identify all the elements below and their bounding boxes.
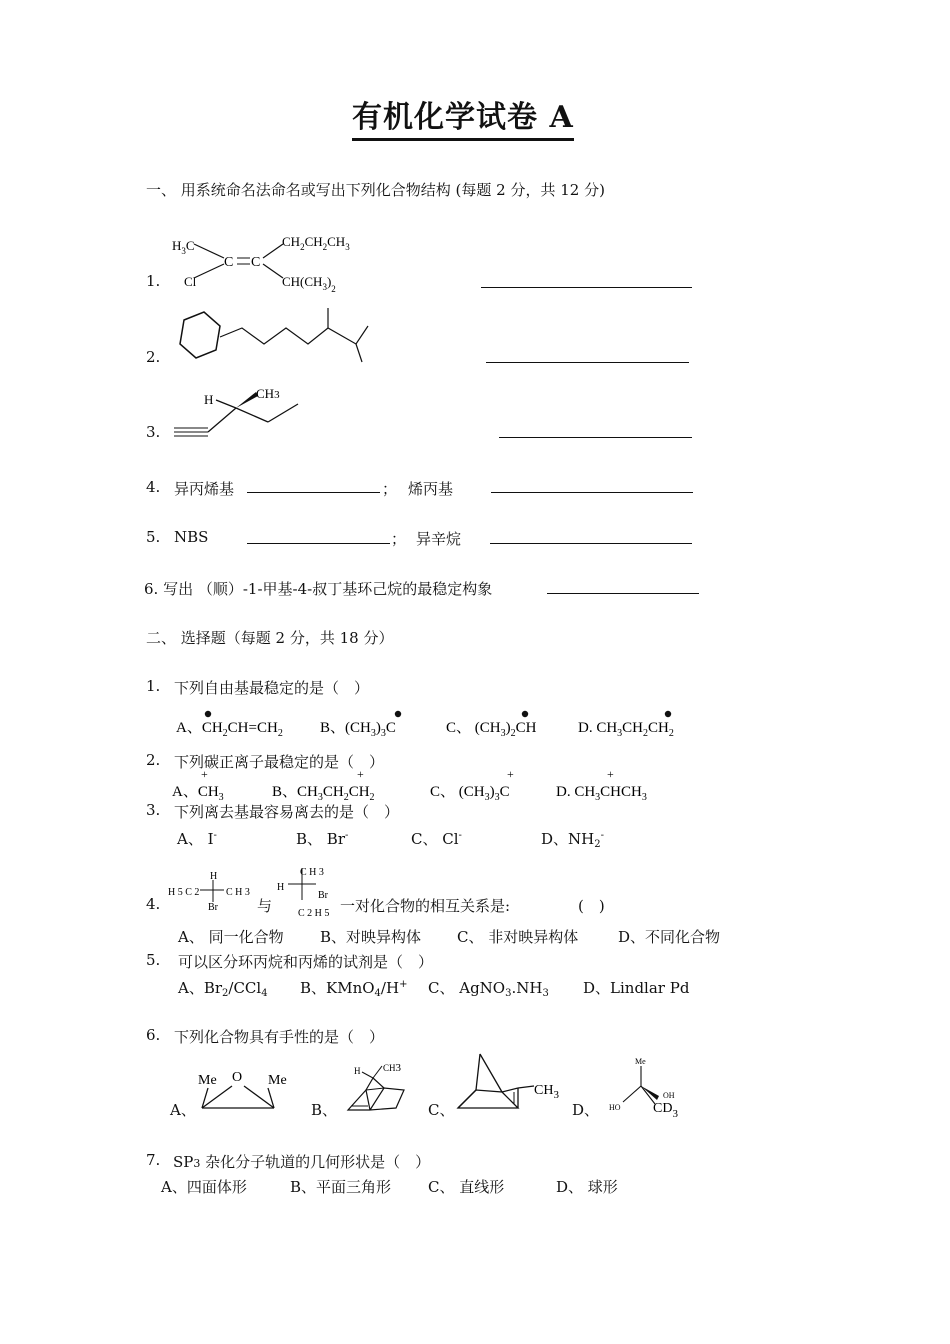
q3-alkyne-structure [168, 382, 308, 440]
s2q6-number: 6. [146, 1026, 161, 1044]
q5-number: 5. [146, 528, 161, 546]
s2q1-text: 下列自由基最稳定的是（ ） [174, 679, 370, 697]
s2q4-option-d[interactable]: D、不同化合物 [618, 928, 721, 946]
svg-text:H: H [354, 1066, 361, 1076]
svg-text:C H 3: C H 3 [300, 867, 324, 878]
svg-text:C、 (CH3)2CH: C、 $(CH_3)_2CH$ [446, 720, 537, 739]
page-title: 有机化学试卷 A [352, 100, 574, 135]
svg-text:C: C [224, 255, 234, 270]
q1-alkene-structure [168, 228, 368, 300]
q1-number: 1. [146, 272, 161, 290]
q3-number: 3. [146, 423, 161, 441]
svg-text:H3C: $H_3C$ [172, 238, 195, 256]
title-underline [352, 138, 574, 141]
s2q7-option-c[interactable]: C、 直线形 [428, 1178, 505, 1196]
section2-heading: 二、 选择题（每题 2 分，共 18 分） [146, 629, 394, 647]
svg-text:C: C [251, 255, 261, 270]
s2q5-number: 5. [146, 951, 161, 969]
s2q4-option-c[interactable]: C、 非对映异构体 [457, 928, 579, 946]
q3-answer-blank[interactable] [499, 437, 692, 438]
s2q4-yu: 与 [257, 897, 273, 915]
svg-text:C H 3: C H 3 [226, 887, 250, 898]
svg-text:D. CH3CH2CH2: D. $CH_3CH_2CH_2$ [578, 720, 674, 739]
svg-text:HO: HO [609, 1103, 621, 1112]
svg-text:H 5 C 2: H 5 C 2 [168, 887, 200, 898]
q5-blank-a[interactable] [247, 543, 390, 544]
svg-text:Br: Br [318, 890, 328, 901]
q2-number: 2. [146, 348, 161, 366]
svg-text:CD3: $CD_3$ [653, 1101, 678, 1120]
s2q6-chiral-d-structure [605, 1052, 685, 1120]
s2q5-text: 可以区分环丙烷和丙烯的试剂是（ ） [178, 953, 434, 971]
s2q5-option-b[interactable]: B、KMnO$_4$/H+ [300, 979, 408, 999]
svg-text:Me: Me [268, 1073, 287, 1088]
s2q4-option-b[interactable]: B、对映异构体 [320, 928, 422, 946]
q2-answer-blank[interactable] [486, 362, 689, 363]
s2q7-number: 7. [146, 1151, 161, 1169]
q4-label-b: 烯丙基 [408, 480, 454, 498]
s2q2-options [170, 768, 690, 804]
svg-text:CH3: CH3 [256, 386, 280, 401]
s2q7-option-b[interactable]: B、平面三角形 [290, 1178, 392, 1196]
q6-text: 6. 写出 （顺）-1-甲基-4-叔丁基环己烷的最稳定构象 [144, 580, 493, 598]
s2q3-option-b[interactable]: B、 Br- [296, 830, 349, 848]
q2-cyclohexyl-structure [168, 302, 378, 370]
q5-label-a: NBS [174, 528, 209, 546]
svg-text:O: O [232, 1070, 243, 1085]
svg-text:C、 (CH3)3C: C、 $(CH_3)_3C$ [430, 784, 510, 803]
svg-text:Me: Me [635, 1057, 646, 1066]
s2q4-option-a[interactable]: A、 同一化合物 [178, 928, 284, 946]
svg-text:OH: OH [663, 1091, 675, 1100]
s2q6-option-a[interactable]: A、 [170, 1101, 196, 1119]
s2q6-bicyclic-b-structure [342, 1054, 412, 1116]
svg-text:CH3: CH3 [383, 1062, 402, 1074]
s2q1-options [172, 706, 712, 740]
s2q6-option-b[interactable]: B、 [311, 1101, 338, 1119]
s2q7-option-a[interactable]: A、四面体形 [161, 1178, 247, 1196]
svg-text:A、CH3: A、$CH_3$ [172, 784, 224, 803]
svg-text:CH2CH2CH3: $CH_2CH_2CH_3$ [282, 234, 350, 252]
q4-label-a: 异丙烯基 [174, 480, 235, 498]
s2q3-option-c[interactable]: C、 Cl- [411, 830, 462, 848]
svg-text:Me: Me [198, 1073, 217, 1088]
svg-text:Cl: Cl [184, 274, 197, 289]
s2q5-option-c[interactable]: C、 $AgNO_3.NH_3$ [428, 979, 549, 999]
s2q2-text: 下列碳正离子最稳定的是（ ） [174, 753, 385, 771]
section1-heading: 一、 用系统命名法命名或写出下列化合物结构 (每题 2 分，共 12 分) [146, 181, 605, 199]
svg-text:B、(CH3)3C: B、$(CH_3)_3C$ [320, 720, 396, 739]
s2q7-option-d[interactable]: D、 球形 [556, 1178, 618, 1196]
svg-text:H: H [277, 882, 285, 893]
s2q6-epoxide-structure [196, 1066, 296, 1114]
s2q6-text: 下列化合物具有手性的是（ ） [174, 1028, 385, 1046]
s2q3-option-a[interactable]: A、 I- [177, 830, 217, 848]
q4-blank-a[interactable] [247, 492, 380, 493]
s2q4-text: 一对化合物的相互关系是: [340, 897, 511, 915]
s2q5-option-a[interactable]: A、$Br_2/CCl_4$ [178, 979, 268, 999]
q5-blank-b[interactable] [490, 543, 692, 544]
svg-text:+: + [607, 768, 614, 781]
svg-text:H: H [204, 392, 214, 407]
svg-text:CH(CH3)2: $CH(CH_3)_2$ [282, 274, 336, 294]
s2q4-paren: ( ) [578, 897, 605, 915]
s2q6-option-c[interactable]: C、 [428, 1101, 455, 1119]
s2q7-text: SP3 杂化分子轨道的几何形状是（ ） [173, 1153, 431, 1171]
q5-label-b: 异辛烷 [416, 530, 462, 548]
s2q6-bicyclic-c-structure [454, 1052, 564, 1118]
svg-text:+: + [201, 768, 208, 781]
svg-text:+: + [507, 768, 514, 781]
svg-text:+: + [357, 768, 364, 781]
svg-text:D. CH3CHCH3: D. $CH_3CHCH_3$ [556, 784, 647, 803]
svg-text:Br: Br [208, 902, 218, 913]
s2q2-number: 2. [146, 751, 161, 769]
s2q1-number: 1. [146, 677, 161, 695]
q4-number: 4. [146, 478, 161, 496]
q1-answer-blank[interactable] [481, 287, 692, 288]
s2q5-option-d[interactable]: D、Lindlar Pd [583, 979, 690, 997]
q4-separator: ； [382, 480, 398, 498]
s2q4-fischer-2 [272, 862, 342, 916]
s2q3-text: 下列离去基最容易离去的是（ ） [174, 803, 400, 821]
s2q3-option-d[interactable]: D、$NH_2^-$ [541, 830, 604, 850]
svg-text:A、CH2CH=CH2: A、$CH_2CH=CH_2$ [176, 720, 283, 739]
s2q3-number: 3. [146, 801, 161, 819]
svg-text:C 2 H 5: C 2 H 5 [298, 908, 330, 916]
s2q4-fischer-1 [166, 866, 258, 914]
q5-separator: ； [391, 530, 407, 548]
s2q6-option-d[interactable]: D、 [572, 1101, 600, 1119]
svg-text:CH3: $CH_3$ [534, 1083, 559, 1101]
svg-text:B、CH3CH2CH2: B、$CH_3CH_2CH_2$ [272, 784, 375, 803]
s2q4-number: 4. [146, 895, 161, 913]
q4-blank-b[interactable] [491, 492, 693, 493]
svg-text:H: H [210, 871, 218, 882]
q6-answer-blank[interactable] [547, 593, 699, 594]
